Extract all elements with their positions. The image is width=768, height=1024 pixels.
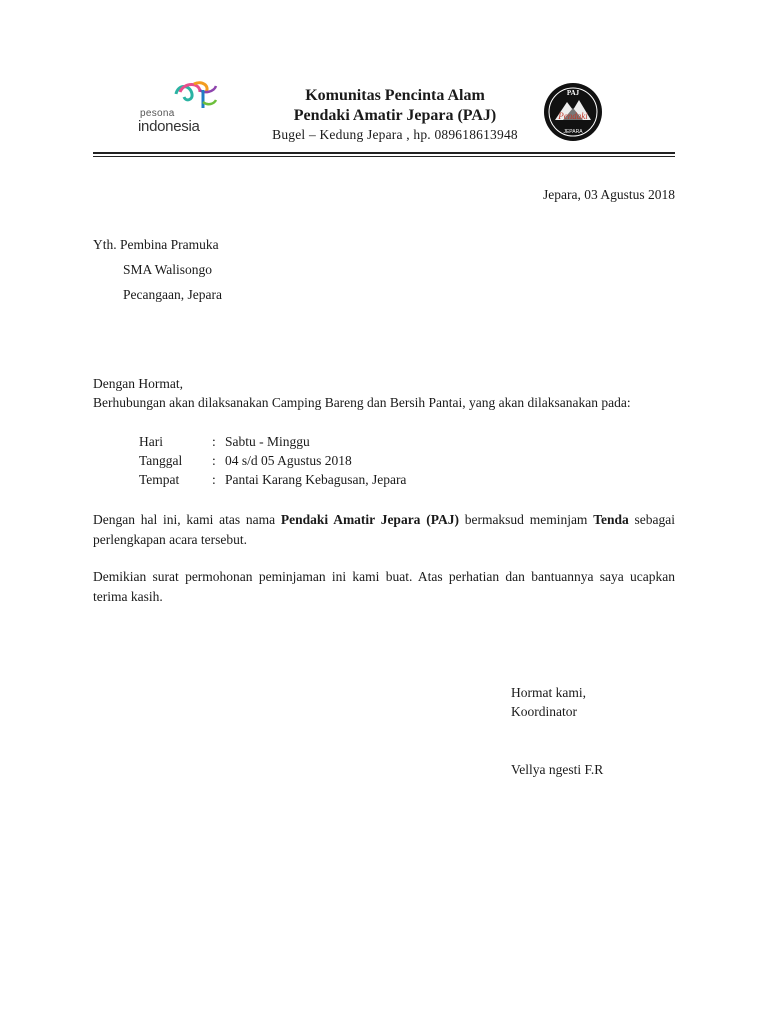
detail-value-tanggal: 04 s/d 05 Agustus 2018 [225,453,352,468]
recipient-line1: Yth. Pembina Pramuka [93,237,219,252]
paj-logo [543,82,603,142]
paj-logo-bottom-text: JEPARA [563,129,583,135]
recipient-line3: Pecangaan, Jepara [123,287,222,302]
request-text-part1: Dengan hal ini, kami atas nama [93,512,281,527]
letter-date: Jepara, 03 Agustus 2018 [543,187,675,202]
request-paragraph [93,510,675,549]
detail-colon: : [212,453,216,468]
request-text-part2: bermaksud meminjam [458,512,594,527]
logo-pesona-text: pesona [140,108,175,119]
signature-salutation: Hormat kami, [511,685,586,700]
detail-value-hari: Sabtu - Minggu [225,434,310,449]
paj-logo-top-text: PAJ [566,89,580,97]
recipient-line2: SMA Walisongo [123,262,213,277]
signature-role: Koordinator [511,704,577,719]
pesona-indonesia-logo [138,80,228,140]
detail-value-tempat: Pantai Karang Kebagusan, Jepara [225,472,407,487]
detail-label-tanggal: Tanggal [139,453,183,468]
request-item-name: Tenda [593,512,629,527]
request-org-name: Pendaki Amatir Jepara (PAJ) [280,512,459,527]
intro-paragraph: Berhubungan akan dilaksanakan Camping Bareng dan Bersih Pantai, yang akan dilaksanakan pada: [93,395,631,410]
header-divider-thin [93,156,675,157]
request-text-part3: sebagai perlengkapan acara tersebut. [93,512,675,547]
logo-indonesia-text: indonesia [138,118,200,135]
detail-label-hari: Hari [139,434,163,449]
paj-emblem-icon [543,82,603,142]
signature-name: Vellya ngesti F.R [511,762,604,777]
paj-logo-center-text: Pendaki [558,111,588,121]
greeting: Dengan Hormat, [93,376,183,391]
closing-paragraph: Demikian surat permohonan peminjaman ini kami buat. Atas perhatian dan bantuannya saya ucapkan terima kasih. [93,569,675,604]
pesona-swirl-icon [170,80,222,110]
org-name-line1: Komunitas Pencinta Alam [305,87,485,104]
org-address: Bugel – Kedung Jepara , hp. 089618613948 [272,127,518,142]
detail-label-tempat: Tempat [139,472,180,487]
org-name-line2: Pendaki Amatir Jepara (PAJ) [293,107,497,124]
header-divider-thick [93,152,675,154]
detail-colon: : [212,434,216,449]
detail-colon: : [212,472,216,487]
